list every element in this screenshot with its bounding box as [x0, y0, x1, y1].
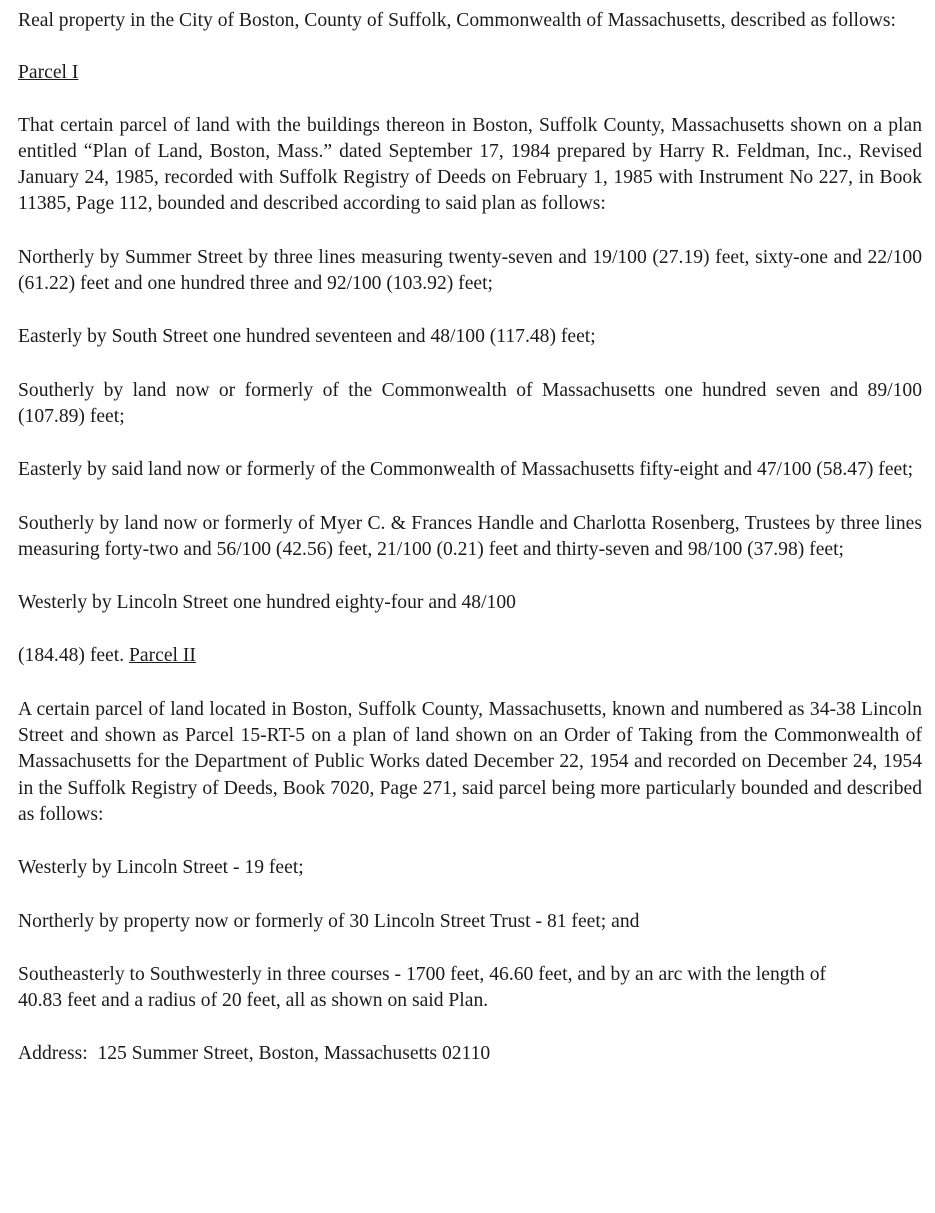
parcel-2-bound-northerly: Northerly by property now or formerly of 30 Lincoln Street Trust - 81 feet; and [18, 910, 640, 932]
parcel-1-heading: Parcel I [18, 62, 79, 84]
parcel-2-bound-southeasterly: Southeasterly to Southwesterly in three courses - 1700 feet, 46.60 feet, and by an arc with the length of [18, 963, 827, 985]
parcel-2-heading: Parcel II [129, 645, 196, 667]
parcel-1-description: That certain parcel of land with the buildings thereon in Boston, Suffolk County, Massachusetts shown on a plan entitled “Plan of Land, Boston, Mass.” dated September 17, 1984 prepared by Harry R. Feldman, Inc., Revised January 24, 1985, recorded with Suffolk Registry of Deeds on February 1, 1985 with Instrument No 227, in Book 11385, Page 112, bounded and described according to said plan as follows: [18, 114, 922, 215]
parcel-1-bound-southerly-trustees: Southerly by land now or formerly of Myer C. & Frances Handle and Charlotta Rosenberg, Trustees by three lines measuring forty-two and 56/100 (42.56) feet, 21/100 (0.21) feet and thirty-seven and 98/100 (37.98) feet; [18, 512, 922, 560]
parcel-1-bound-northerly: Northerly by Summer Street by three lines measuring twenty-seven and 19/100 (27.19) feet, sixty-one and 22/100 (61.22) feet and one hundred three and 92/100 (103.92) feet; [18, 246, 922, 295]
intro-paragraph: Real property in the City of Boston, County of Suffolk, Commonwealth of Massachusetts, described as follows: [18, 10, 896, 31]
parcel-1-bound-easterly-commonwealth: Easterly by said land now or formerly of the Commonwealth of Massachusetts fifty-eight and 47/100 (58.47) feet; [18, 459, 914, 481]
legal-description-document [18, 8, 922, 1068]
parcel-1-bound-easterly-south-street: Easterly by South Street one hundred seventeen and 48/100 (117.48) feet; [18, 326, 596, 348]
parcel-2-description: A certain parcel of land located in Boston, Suffolk County, Massachusetts, known and numbered as 34-38 Lincoln Street and shown as Parcel 15-RT-5 on a plan of land shown on an Order of Taking from the Commonwealth of Massachusetts for the Department of Public Works dated December 22, 1954 and recorded on December 24, 1954 in the Suffolk Registry of Deeds, Book 7020, Page 271, said parcel being more particularly bounded and described as follows: [18, 698, 922, 825]
westerly-distance: (184.48) feet. [18, 645, 125, 667]
westerly-continuation-line [18, 643, 922, 669]
parcel-2-bound-arc: 40.83 feet and a radius of 20 feet, all as shown on said Plan. [18, 990, 489, 1012]
property-address: Address: 125 Summer Street, Boston, Massachusetts 02110 [18, 1043, 491, 1065]
parcel-1-bound-westerly: Westerly by Lincoln Street one hundred eighty-four and 48/100 [18, 592, 516, 614]
parcel-2-bound-westerly: Westerly by Lincoln Street - 19 feet; [18, 857, 304, 879]
parcel-1-bound-southerly-commonwealth: Southerly by land now or formerly of the Commonwealth of Massachusetts one hundred seven and 89/100 (107.89) feet; [18, 379, 922, 427]
